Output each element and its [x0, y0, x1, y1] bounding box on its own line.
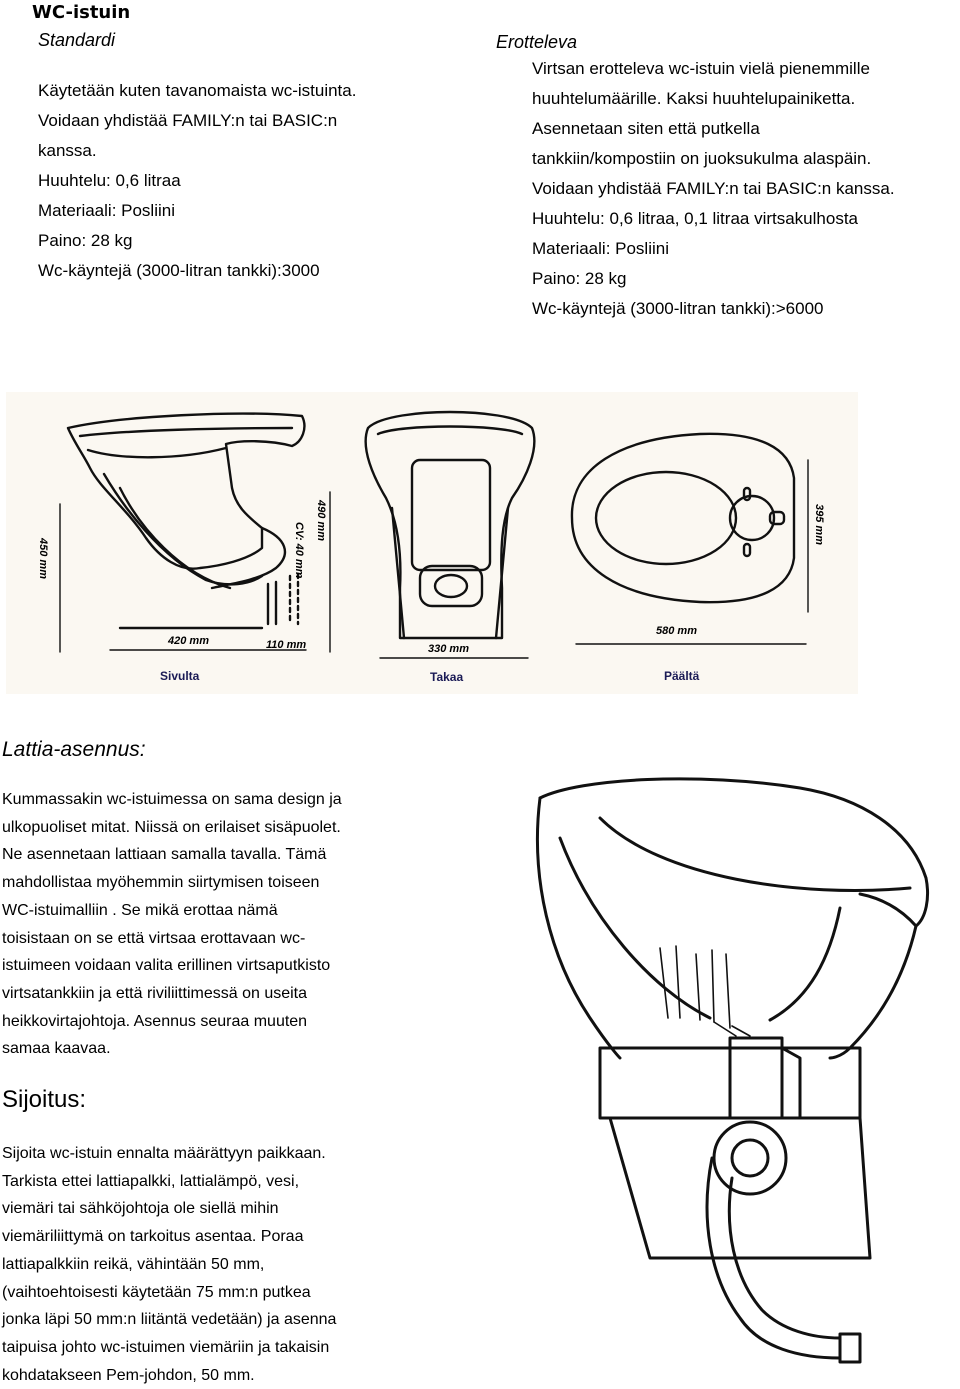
lattia-line: heikkovirtajohtoja. Asennus seuraa muuten — [2, 1012, 308, 1030]
lattia-line: toisistaan on se että virtsaa erottavaan wc- — [2, 929, 306, 947]
standardi-line: Materiaali: Posliini — [38, 201, 175, 220]
erotteleva-line: Materiaali: Posliini — [532, 239, 669, 258]
dim-330-label: 330 mm — [428, 643, 469, 655]
dim-395-label: 395 mm — [813, 504, 825, 545]
sijoitus-line: lattiapalkkiin reikä, vähintään 50 mm, — [2, 1255, 265, 1273]
standardi-line: Wc-käyntejä (3000-litran tankki):3000 — [38, 261, 320, 280]
dim-cv-label: CV: 40 mm — [293, 522, 305, 579]
erotteleva-line: Voidaan yhdistää FAMILY:n tai BASIC:n kanssa. — [532, 179, 895, 198]
lattia-line: mahdollistaa myöhemmin siirtymisen toiseen — [2, 874, 320, 892]
sijoitus-line: viemäriliittymä on tarkoitus asentaa. Poraa — [2, 1228, 304, 1246]
toilet-dimension-drawing — [0, 388, 960, 698]
lattia-line: Kummassakin wc-istuimessa on sama design ja — [2, 791, 342, 808]
erotteleva-text — [532, 54, 895, 324]
dim-490-label: 490 mm — [315, 500, 327, 541]
standardi-line: Paino: 28 kg — [38, 231, 133, 250]
lattia-line: samaa kaavaa. — [2, 1040, 111, 1058]
lattia-text — [2, 786, 342, 1063]
sijoitus-heading: Sijoitus: — [2, 1086, 87, 1113]
sijoitus-line: kohdatakseen Pem-johdon, 50 mm. — [2, 1366, 255, 1384]
dim-580-label: 580 mm — [656, 625, 697, 637]
drain-pipe — [707, 1122, 860, 1362]
sijoitus-text — [2, 1140, 336, 1389]
erotteleva-line: Paino: 28 kg — [532, 269, 627, 288]
lattia-line: WC-istuimalliin . Se mikä erottaa nämä — [2, 901, 278, 919]
sijoitus-line: Sijoita wc-istuin ennalta määrättyyn paikkaan. — [2, 1145, 326, 1162]
erotteleva-line: tankkiin/kompostiin on juoksukulma alaspäin. — [532, 149, 872, 168]
sijoitus-line: Tarkista ettei lattiapalkki, lattialämpö, vesi, — [2, 1172, 300, 1190]
standardi-text — [38, 76, 356, 286]
installation-illustration — [500, 758, 954, 1384]
sijoitus-line: (vaihtoehtoisesti käytetään 75 mm:n putkea — [2, 1283, 311, 1301]
sijoitus-line: viemäri tai sähköjohtoja ole siellä mihin — [2, 1200, 279, 1218]
erotteleva-line: Wc-käyntejä (3000-litran tankki):>6000 — [532, 299, 824, 318]
wires — [660, 946, 750, 1036]
standardi-line: Käytetään kuten tavanomaista wc-istuinta. — [38, 81, 357, 100]
lattia-line: ulkopuoliset mitat. Niissä on erilaiset sisäpuolet. — [2, 818, 341, 836]
sijoitus-line: jonka läpi 50 mm:n liitäntä vedetään) ja asenna — [2, 1311, 337, 1329]
back-view-label: Takaa — [430, 670, 464, 684]
dim-110-label: 110 mm — [266, 639, 307, 651]
lattia-line: virtsatankkiin ja että riviliittimessä on useita — [2, 984, 308, 1002]
top-view-label: Päältä — [664, 669, 700, 683]
lattia-line: istuimeen voidaan valita erillinen virtsaputkisto — [2, 957, 331, 975]
erotteleva-line: Asennetaan siten että putkella — [532, 119, 760, 138]
dim-420-label: 420 mm — [168, 635, 209, 647]
erotteleva-line: Virtsan erotteleva wc-istuin vielä pienemmille — [532, 59, 870, 78]
toilet-bowl-shape — [537, 779, 927, 1058]
dim-450-label: 450 mm — [37, 538, 49, 579]
erotteleva-heading: Erotteleva — [496, 32, 578, 52]
lattia-line: Ne asennetaan lattiaan samalla tavalla. Tämä — [2, 846, 327, 864]
erotteleva-line: Huuhtelu: 0,6 litraa, 0,1 litraa virtsakulhosta — [532, 209, 859, 228]
sijoitus-line: taipuisa johto wc-istuimen viemäriin ja takaisin — [2, 1338, 330, 1356]
standardi-line: Huuhtelu: 0,6 litraa — [38, 171, 181, 190]
lattia-heading: Lattia-asennus: — [2, 738, 146, 761]
standardi-heading: Standardi — [38, 30, 116, 50]
standardi-line: kanssa. — [38, 141, 97, 160]
erotteleva-line: huuhtelumäärille. Kaksi huuhtelupainiketta. — [532, 89, 856, 108]
standardi-line: Voidaan yhdistää FAMILY:n tai BASIC:n — [38, 111, 338, 130]
page-title: WC-istuin — [32, 2, 131, 23]
side-view-label: Sivulta — [160, 669, 200, 683]
